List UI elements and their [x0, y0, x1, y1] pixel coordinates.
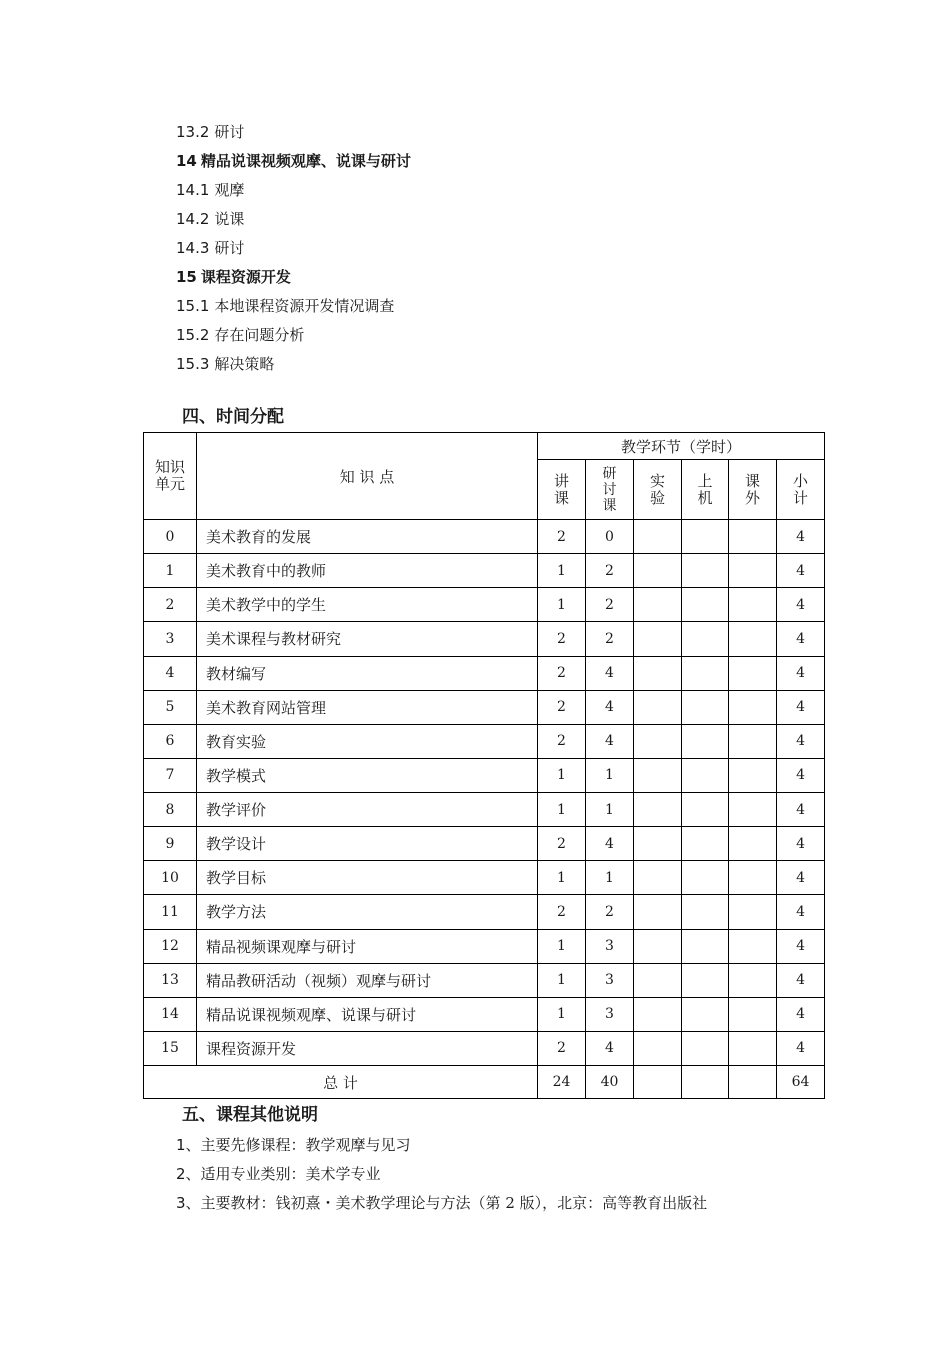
outline-item [176, 321, 776, 350]
cell-knowledge-point: 美术教学中的学生 [197, 588, 538, 622]
cell-experiment [634, 861, 682, 895]
table-row [144, 895, 825, 929]
cell-knowledge-point: 教学模式 [197, 758, 538, 792]
cell-extracurricular [729, 758, 777, 792]
cell-subtotal: 4 [777, 656, 825, 690]
outline-item [176, 292, 776, 321]
header-knowledge-point: 知 识 点 [197, 433, 538, 520]
cell-seminar: 4 [586, 690, 634, 724]
table-row [144, 690, 825, 724]
cell-experiment [634, 827, 682, 861]
cell-subtotal: 4 [777, 758, 825, 792]
cell-lecture: 2 [538, 656, 586, 690]
outline-item [176, 263, 776, 292]
outline-item [176, 176, 776, 205]
outline-item-number: 15.1 [176, 297, 210, 315]
total-lecture: 24 [538, 1066, 586, 1099]
cell-subtotal: 4 [777, 827, 825, 861]
cell-experiment [634, 963, 682, 997]
cell-experiment [634, 588, 682, 622]
outline-item-text: 说课 [214, 210, 245, 228]
cell-unit: 11 [144, 895, 197, 929]
cell-subtotal: 4 [777, 724, 825, 758]
section-time-allocation-title: 四、时间分配 [182, 407, 284, 427]
cell-computer [682, 793, 729, 827]
cell-subtotal: 4 [777, 588, 825, 622]
table-row [144, 758, 825, 792]
cell-seminar: 3 [586, 963, 634, 997]
table-row [144, 520, 825, 554]
cell-computer [682, 963, 729, 997]
cell-extracurricular [729, 861, 777, 895]
outline-item-text: 观摩 [214, 181, 245, 199]
cell-seminar: 0 [586, 520, 634, 554]
table-row [144, 588, 825, 622]
header-lecture: 讲 课 [538, 460, 586, 520]
cell-subtotal: 4 [777, 963, 825, 997]
outline-item-number: 14.2 [176, 210, 210, 228]
cell-subtotal: 4 [777, 929, 825, 963]
cell-extracurricular [729, 895, 777, 929]
table-row [144, 997, 825, 1031]
cell-lecture: 1 [538, 929, 586, 963]
outline-item [176, 350, 776, 379]
cell-seminar: 3 [586, 929, 634, 963]
cell-knowledge-point: 教学方法 [197, 895, 538, 929]
cell-experiment [634, 554, 682, 588]
cell-seminar: 1 [586, 758, 634, 792]
table-row [144, 793, 825, 827]
note-item-number: 1 [176, 1136, 186, 1154]
cell-computer [682, 588, 729, 622]
cell-extracurricular [729, 1031, 777, 1065]
cell-experiment [634, 929, 682, 963]
outline-item-number: 15.3 [176, 355, 210, 373]
table-row [144, 724, 825, 758]
cell-computer [682, 997, 729, 1031]
cell-knowledge-point: 精品教研活动（视频）观摩与研讨 [197, 963, 538, 997]
outline-item-text: 精品说课视频观摩、说课与研讨 [200, 152, 411, 170]
note-item-text: 、主要先修课程：教学观摩与见习 [185, 1136, 411, 1154]
cell-seminar: 4 [586, 656, 634, 690]
cell-knowledge-point: 美术教育网站管理 [197, 690, 538, 724]
total-computer [682, 1066, 729, 1099]
cell-subtotal: 4 [777, 554, 825, 588]
cell-computer [682, 758, 729, 792]
cell-unit: 0 [144, 520, 197, 554]
cell-knowledge-point: 教学设计 [197, 827, 538, 861]
cell-extracurricular [729, 929, 777, 963]
cell-lecture: 1 [538, 758, 586, 792]
cell-seminar: 4 [586, 827, 634, 861]
cell-lecture: 1 [538, 963, 586, 997]
cell-lecture: 1 [538, 793, 586, 827]
cell-extracurricular [729, 554, 777, 588]
table-row [144, 1031, 825, 1065]
cell-computer [682, 724, 729, 758]
cell-subtotal: 4 [777, 622, 825, 656]
note-item [176, 1160, 707, 1189]
outline-item-number: 14 [176, 152, 197, 170]
cell-unit: 10 [144, 861, 197, 895]
outline-item-text: 存在问题分析 [214, 326, 305, 344]
table-row [144, 929, 825, 963]
cell-lecture: 2 [538, 622, 586, 656]
cell-computer [682, 690, 729, 724]
cell-extracurricular [729, 793, 777, 827]
table-row [144, 963, 825, 997]
cell-seminar: 2 [586, 622, 634, 656]
cell-extracurricular [729, 520, 777, 554]
total-subtotal: 64 [777, 1066, 825, 1099]
cell-subtotal: 4 [777, 861, 825, 895]
cell-unit: 15 [144, 1031, 197, 1065]
cell-unit: 2 [144, 588, 197, 622]
cell-unit: 6 [144, 724, 197, 758]
note-item-number: 3 [176, 1194, 186, 1212]
outline-item-number: 15.2 [176, 326, 210, 344]
total-experiment [634, 1066, 682, 1099]
cell-experiment [634, 656, 682, 690]
table-row [144, 622, 825, 656]
cell-computer [682, 827, 729, 861]
cell-experiment [634, 758, 682, 792]
cell-knowledge-point: 教学评价 [197, 793, 538, 827]
cell-knowledge-point: 课程资源开发 [197, 1031, 538, 1065]
total-extracurricular [729, 1066, 777, 1099]
cell-extracurricular [729, 622, 777, 656]
cell-lecture: 2 [538, 520, 586, 554]
header-subtotal: 小 计 [777, 460, 825, 520]
cell-computer [682, 520, 729, 554]
cell-extracurricular [729, 724, 777, 758]
total-label: 总 计 [144, 1066, 538, 1099]
outline-item [176, 234, 776, 263]
table-row [144, 554, 825, 588]
cell-experiment [634, 997, 682, 1031]
cell-unit: 8 [144, 793, 197, 827]
cell-knowledge-point: 精品视频课观摩与研讨 [197, 929, 538, 963]
outline-item-number: 15 [176, 268, 197, 286]
note-item [176, 1131, 707, 1160]
note-item [176, 1189, 707, 1218]
cell-lecture: 1 [538, 588, 586, 622]
cell-unit: 12 [144, 929, 197, 963]
cell-computer [682, 622, 729, 656]
cell-computer [682, 656, 729, 690]
cell-subtotal: 4 [777, 520, 825, 554]
cell-seminar: 1 [586, 793, 634, 827]
outline-item-text: 本地课程资源开发情况调查 [214, 297, 395, 315]
course-outline [176, 118, 776, 379]
cell-knowledge-point: 美术教育中的教师 [197, 554, 538, 588]
cell-computer [682, 861, 729, 895]
outline-item-text: 课程资源开发 [200, 268, 291, 286]
cell-lecture: 2 [538, 724, 586, 758]
header-teaching-sessions: 教学环节（学时） [538, 433, 825, 460]
cell-computer [682, 929, 729, 963]
outline-item-text: 研讨 [214, 123, 245, 141]
outline-item-text: 解决策略 [214, 355, 275, 373]
cell-knowledge-point: 美术课程与教材研究 [197, 622, 538, 656]
cell-computer [682, 554, 729, 588]
cell-unit: 5 [144, 690, 197, 724]
cell-lecture: 2 [538, 1031, 586, 1065]
cell-experiment [634, 622, 682, 656]
cell-subtotal: 4 [777, 997, 825, 1031]
header-extracurricular: 课 外 [729, 460, 777, 520]
header-experiment: 实 验 [634, 460, 682, 520]
cell-knowledge-point: 教育实验 [197, 724, 538, 758]
outline-item-text: 研讨 [214, 239, 245, 257]
course-notes [176, 1131, 707, 1218]
cell-lecture: 1 [538, 554, 586, 588]
cell-unit: 1 [144, 554, 197, 588]
cell-lecture: 2 [538, 827, 586, 861]
outline-item [176, 205, 776, 234]
cell-unit: 7 [144, 758, 197, 792]
cell-lecture: 2 [538, 690, 586, 724]
time-allocation-table [143, 432, 825, 1099]
table-row [144, 827, 825, 861]
cell-experiment [634, 793, 682, 827]
cell-experiment [634, 1031, 682, 1065]
header-knowledge-unit: 知识 单元 [144, 433, 197, 520]
cell-experiment [634, 724, 682, 758]
table-row [144, 861, 825, 895]
outline-item [176, 118, 776, 147]
cell-subtotal: 4 [777, 793, 825, 827]
cell-extracurricular [729, 963, 777, 997]
cell-unit: 13 [144, 963, 197, 997]
cell-experiment [634, 895, 682, 929]
outline-item-number: 14.3 [176, 239, 210, 257]
outline-item [176, 147, 776, 176]
cell-extracurricular [729, 690, 777, 724]
cell-seminar: 1 [586, 861, 634, 895]
cell-subtotal: 4 [777, 690, 825, 724]
total-seminar: 40 [586, 1066, 634, 1099]
note-item-text: 、主要教材：钱初熹・美术教学理论与方法（第 2 版），北京：高等教育出版社 [185, 1194, 708, 1212]
cell-computer [682, 895, 729, 929]
cell-lecture: 1 [538, 997, 586, 1031]
cell-seminar: 2 [586, 895, 634, 929]
cell-extracurricular [729, 997, 777, 1031]
cell-seminar: 4 [586, 724, 634, 758]
cell-subtotal: 4 [777, 1031, 825, 1065]
cell-lecture: 1 [538, 861, 586, 895]
cell-unit: 14 [144, 997, 197, 1031]
cell-experiment [634, 520, 682, 554]
cell-knowledge-point: 美术教育的发展 [197, 520, 538, 554]
cell-subtotal: 4 [777, 895, 825, 929]
cell-experiment [634, 690, 682, 724]
cell-seminar: 3 [586, 997, 634, 1031]
cell-seminar: 2 [586, 588, 634, 622]
cell-extracurricular [729, 588, 777, 622]
table-row [144, 656, 825, 690]
note-item-text: 、适用专业类别：美术学专业 [185, 1165, 381, 1183]
header-seminar: 研 讨 课 [586, 460, 634, 520]
outline-item-number: 13.2 [176, 123, 210, 141]
outline-item-number: 14.1 [176, 181, 210, 199]
cell-knowledge-point: 教学目标 [197, 861, 538, 895]
cell-extracurricular [729, 827, 777, 861]
cell-knowledge-point: 教材编写 [197, 656, 538, 690]
table-total-row [144, 1066, 825, 1099]
cell-unit: 4 [144, 656, 197, 690]
cell-unit: 3 [144, 622, 197, 656]
cell-lecture: 2 [538, 895, 586, 929]
note-item-number: 2 [176, 1165, 186, 1183]
cell-seminar: 2 [586, 554, 634, 588]
header-computer: 上 机 [682, 460, 729, 520]
cell-unit: 9 [144, 827, 197, 861]
section-other-notes-title: 五、课程其他说明 [182, 1105, 318, 1125]
cell-knowledge-point: 精品说课视频观摩、说课与研讨 [197, 997, 538, 1031]
cell-computer [682, 1031, 729, 1065]
cell-extracurricular [729, 656, 777, 690]
cell-seminar: 4 [586, 1031, 634, 1065]
